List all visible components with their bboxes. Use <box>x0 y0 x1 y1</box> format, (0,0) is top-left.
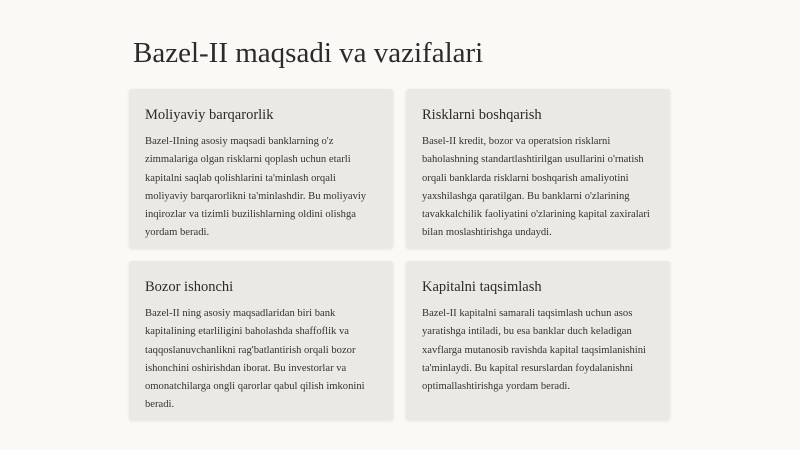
card-text: Bazel-II kapitalni samarali taqsimlash uchun asos yaratishga intiladi, bu esa banklar duch keladigan xavflarga mutanosib ravishda kapital taqsimlanishini ta'minlaydi. Bu kapital resurslardan foydalanishni optimallashtirishga yordam beradi. <box>422 308 646 392</box>
card-title: Kapitalni taqsimlash <box>422 279 542 295</box>
card-financial-stability <box>129 89 393 248</box>
card-capital-allocation <box>406 261 670 420</box>
slide-title: Bazel-II maqsadi va vazifalari <box>133 37 484 69</box>
card-title: Bozor ishonchi <box>145 279 234 295</box>
card-text: Bazel-IIning asosiy maqsadi banklarning o'z zimmalariga olgan risklarni qoplash uchun etarli kapitalni saqlab qolishlarini ta'minlash orqali moliyaviy barqarorlikni ta'minlashdir. Bu moliyaviy inqirozlar va tizimli buzilishlarning oldini olishga yordam beradi. <box>145 136 367 239</box>
card-risk-management <box>406 89 670 248</box>
card-text: Bazel-II ning asosiy maqsadlaridan biri bank kapitalining etarliligini baholashda shaffoflik va taqqoslanuvchanlikni rag'batlantirish orqali bozor ishonchini oshirishdan iborat. Bu investorlar va omonatchilarga ongli qarorlar qabul qilish imkonini beradi. <box>145 308 365 411</box>
card-title: Risklarni boshqarish <box>422 107 542 123</box>
card-title: Moliyaviy barqarorlik <box>145 107 274 123</box>
card-text: Basel-II kredit, bozor va operatsion risklarni baholashning standartlashtirilgan usullarini o'rnatish orqali banklarda risklarni boshqarish amaliyotini yaxshilashga qaratilgan. Bu banklarni o'zlarining tavakkalchilik faoliyatini o'zlarining kapital zaxiralari bilan moslashtirishga undaydi. <box>422 136 650 239</box>
card-market-confidence <box>129 261 393 420</box>
